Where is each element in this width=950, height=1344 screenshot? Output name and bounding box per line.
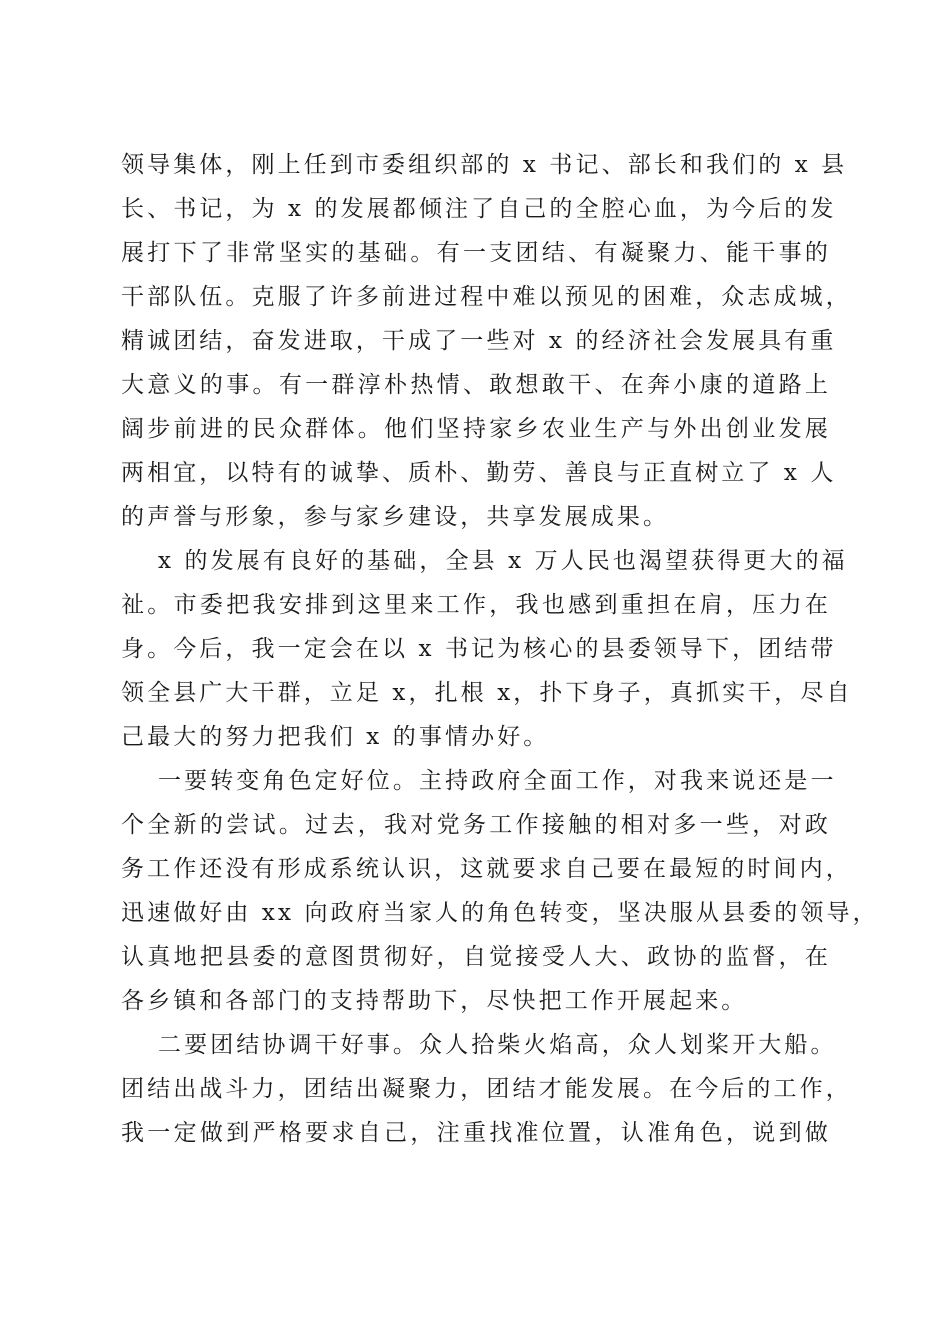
document-body: [121, 143, 879, 1155]
text-line: 两相宜，以特有的诚挚、质朴、勤劳、善良与正直树立了 x 人: [121, 460, 837, 486]
text-line: 身。今后，我一定会在以 x 书记为核心的县委领导下，团结带: [121, 636, 837, 662]
text-line: 认真地把县委的意图贯彻好，自觉接受人大、政协的监督，在: [121, 944, 831, 970]
text-line: 干部队伍。克服了许多前进过程中难以预见的困难，众志成城，: [121, 284, 852, 310]
text-line: 祉。市委把我安排到这里来工作，我也感到重担在肩，压力在: [121, 592, 831, 618]
text-line: 阔步前进的民众群体。他们坚持家乡农业生产与外出创业发展: [121, 416, 831, 442]
text-line: 领导集体，刚上任到市委组织部的 x 书记、部长和我们的 x 县: [121, 152, 848, 178]
text-line: 个全新的尝试。过去，我对党务工作接触的相对多一些，对政: [121, 812, 831, 838]
text-line: 精诚团结，奋发进取，干成了一些对 x 的经济社会发展具有重: [121, 328, 837, 354]
text-line: 己最大的努力把我们 x 的事情办好。: [121, 724, 550, 750]
text-line: 一要转变角色定好位。主持政府全面工作，对我来说还是一: [158, 768, 837, 794]
text-line: 务工作还没有形成系统认识，这就要求自己要在最短的时间内，: [121, 856, 852, 882]
text-line: 迅速做好由 xx 向政府当家人的角色转变，坚决服从县委的领导，: [121, 900, 879, 926]
text-line: 二要团结协调干好事。众人拾柴火焰高，众人划桨开大船。: [158, 1032, 837, 1058]
text-line: 展打下了非常坚实的基础。有一支团结、有凝聚力、能干事的: [121, 240, 831, 266]
text-line: x 的发展有良好的基础，全县 x 万人民也渴望获得更大的福: [158, 548, 848, 574]
text-line: 领全县广大干群，立足 x，扎根 x，扑下身子，真抓实干，尽自: [121, 680, 853, 706]
text-line: 的声誉与形象，参与家乡建设，共享发展成果。: [121, 504, 670, 530]
text-line: 各乡镇和各部门的支持帮助下，尽快把工作开展起来。: [121, 988, 748, 1014]
text-line: 我一定做到严格要求自己，注重找准位置，认准角色，说到做: [121, 1120, 831, 1146]
text-line: 团结出战斗力，团结出凝聚力，团结才能发展。在今后的工作，: [121, 1076, 852, 1102]
text-line: 大意义的事。有一群淳朴热情、敢想敢干、在奔小康的道路上: [121, 372, 831, 398]
text-line: 长、书记，为 x 的发展都倾注了自己的全腔心血，为今后的发: [121, 196, 837, 222]
